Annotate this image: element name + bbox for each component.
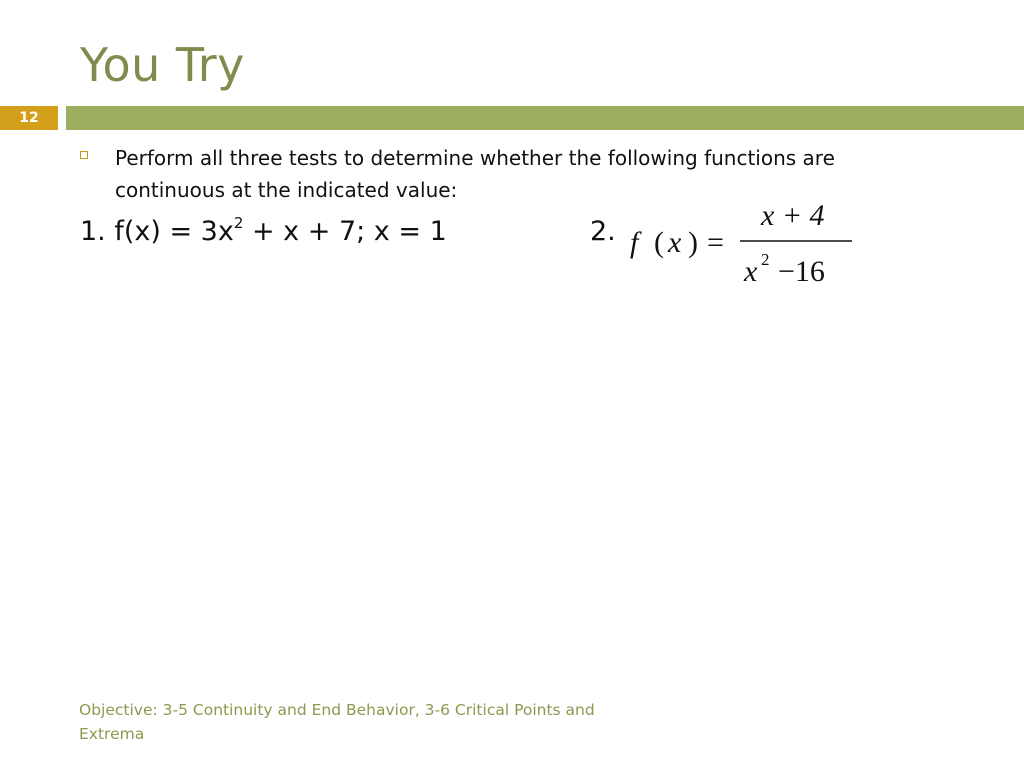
slide-title: You Try — [80, 38, 245, 92]
bullet-text: Perform all three tests to determine whether the following functions are continuous at the indicated value: — [115, 146, 835, 202]
problem-1 — [80, 216, 447, 247]
formula-denominator-exponent: 2 — [761, 250, 770, 269]
formula-denominator-rest: −16 — [778, 255, 825, 288]
objective-footer: Objective: 3-5 Continuity and End Behavior, 3-6 Critical Points and Extrema — [79, 701, 595, 743]
formula-denominator-base: x — [744, 255, 758, 288]
formula-f: f — [630, 226, 639, 259]
slide-number-badge: 12 — [0, 106, 58, 130]
formula-open-paren: ( — [654, 226, 664, 259]
formula-x: x — [668, 226, 682, 259]
problem-1-exponent: 2 — [233, 214, 244, 232]
formula-equals: = — [707, 226, 724, 259]
formula-numerator: x + 4 — [761, 199, 825, 232]
problem-2-label: 2. — [590, 216, 616, 247]
problem-1-prefix: 1. f(x) = 3x — [80, 216, 234, 247]
problem-1-suffix: + x + 7; x = 1 — [243, 216, 447, 247]
problem-2-formula — [628, 195, 868, 295]
title-divider-bar — [66, 106, 1024, 130]
square-bullet-icon — [80, 151, 88, 159]
formula-close-paren: ) — [688, 226, 698, 259]
